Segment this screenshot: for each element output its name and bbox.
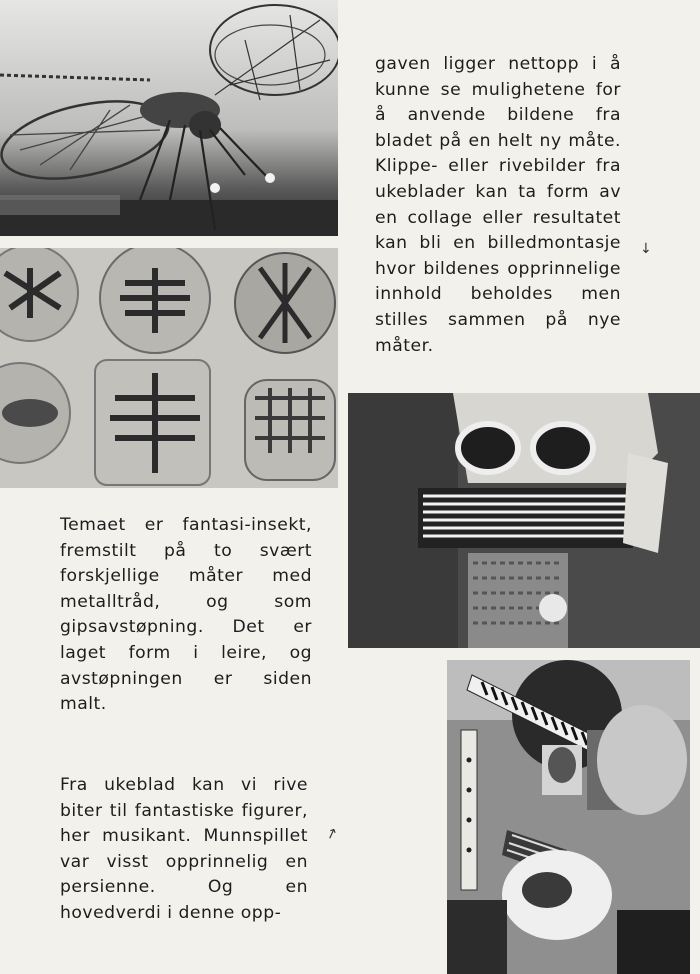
musician-caption [60,773,308,927]
top-right-text-block [375,52,621,359]
top-right-paragraph: gaven ligger nettopp i å kunne se mulighetene for å anvende bildene fra bladet på en helt ny måte. Klippe- eller rivebilder fra ukeblader kan ta form av en collage eller resultatet kan bli en billedmontasje hvor bildenes opprinnelige innhold beholdes men stilles sammen på nye måter. [375,54,621,356]
dragonfly-sculpture-photo [0,0,338,236]
arrow-down-icon: ↓ [640,241,652,257]
collage-mask-photo [348,393,700,648]
musician-caption-paragraph: Fra ukeblad kan vi rive biter til fantastiske figurer, her musikant. Munnspillet var visst opprinnelig en persienne. Og en hovedverdi i denne opp- [60,775,308,923]
plaster-insect-reliefs-photo [0,248,338,488]
insects-caption [60,513,312,718]
musician-collage-photo [447,660,690,974]
arrow-up-right-icon: ↗ [323,824,341,844]
insects-caption-paragraph: Temaet er fantasi-insekt, fremstilt på to svært forskjellige måter med metalltråd, og som gipsavstøpning. Det er laget form i leire, og avstøpningen er siden malt. [60,515,312,715]
